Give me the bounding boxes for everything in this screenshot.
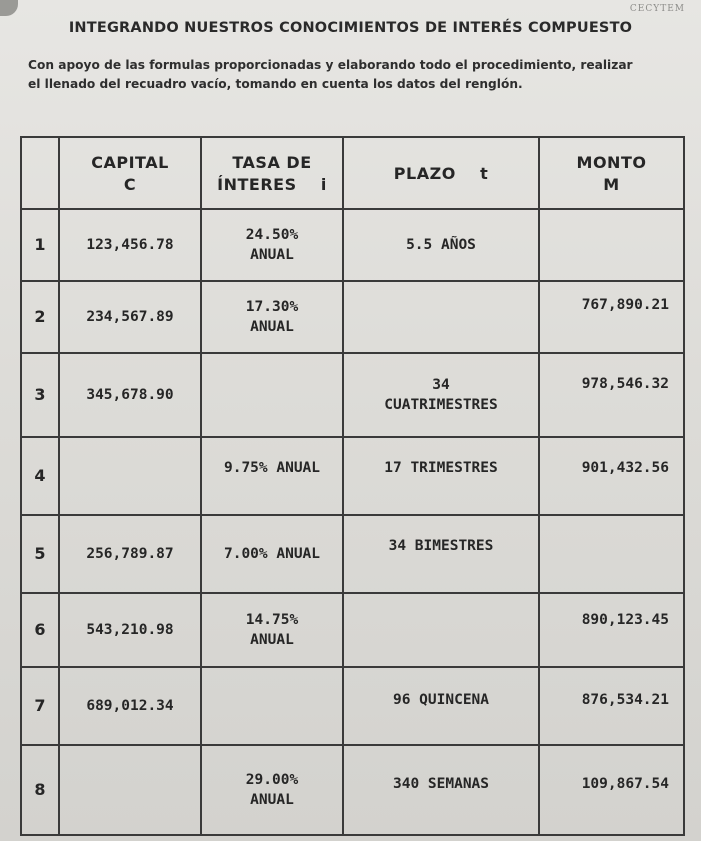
row-number: 5 bbox=[34, 544, 46, 563]
header-capital bbox=[60, 140, 200, 208]
header-tasa-label: TASA DE bbox=[232, 153, 312, 172]
table-line bbox=[20, 136, 685, 138]
punch-hole bbox=[0, 0, 18, 16]
instructions-line-2: el llenado del recuadro vacío, tomando en cuenta los datos del renglón. bbox=[28, 77, 523, 91]
tasa-cell bbox=[202, 354, 342, 436]
tasa-cell bbox=[202, 210, 342, 280]
tasa-cell: 7.00% ANUAL bbox=[223, 546, 321, 562]
monto-cell: 109,867.54 bbox=[581, 776, 669, 792]
table-line bbox=[683, 136, 685, 836]
header-monto bbox=[540, 140, 683, 208]
header-monto-symbol: M bbox=[603, 175, 620, 194]
tasa-value: 14.75% bbox=[245, 612, 299, 628]
tasa-period: ANUAL bbox=[250, 632, 294, 648]
plazo-unit: CUATRIMESTRES bbox=[384, 397, 498, 413]
monto-cell: 978,546.32 bbox=[581, 376, 669, 392]
plazo-cell bbox=[344, 210, 538, 280]
header-capital-symbol: C bbox=[123, 175, 137, 194]
page-title: INTEGRANDO NUESTROS CONOCIMIENTOS DE INTERÉS COMPUESTO bbox=[68, 20, 633, 36]
monto-cell: 767,890.21 bbox=[581, 297, 669, 313]
tasa-period: ANUAL bbox=[250, 319, 294, 335]
row-number: 3 bbox=[34, 385, 46, 404]
row-number: 1 bbox=[34, 235, 46, 254]
tasa-value: 29.00% bbox=[245, 772, 299, 788]
monto-cell bbox=[540, 210, 683, 280]
tasa-value: 24.50% bbox=[245, 227, 299, 243]
plazo-cell: 340 SEMANAS bbox=[392, 776, 490, 792]
monto-cell: 876,534.21 bbox=[581, 692, 669, 708]
header-plazo-label: PLAZO t bbox=[393, 164, 489, 183]
tasa-cell bbox=[202, 282, 342, 352]
capital-cell: 689,012.34 bbox=[86, 698, 174, 714]
row-number: 7 bbox=[34, 696, 46, 715]
plazo-cell bbox=[344, 354, 538, 436]
capital-cell: 123,456.78 bbox=[86, 237, 174, 253]
tasa-period: ANUAL bbox=[250, 792, 294, 808]
tasa-cell bbox=[202, 746, 342, 834]
capital-cell bbox=[60, 438, 200, 514]
capital-cell: 543,210.98 bbox=[86, 622, 174, 638]
row-number: 4 bbox=[34, 466, 46, 485]
tasa-cell: 9.75% ANUAL bbox=[223, 460, 321, 476]
plazo-cell bbox=[344, 282, 538, 352]
table-line bbox=[20, 834, 685, 836]
instructions bbox=[28, 56, 678, 94]
header-tasa bbox=[202, 140, 342, 208]
tasa-cell bbox=[202, 668, 342, 744]
tasa-value: 17.30% bbox=[245, 299, 299, 315]
plazo-value: 34 bbox=[432, 377, 450, 393]
instructions-line-1: Con apoyo de las formulas proporcionadas y elaborando todo el procedimiento, realizar bbox=[28, 58, 633, 72]
capital-cell: 256,789.87 bbox=[86, 546, 174, 562]
monto-cell bbox=[540, 516, 683, 592]
capital-cell bbox=[60, 746, 200, 834]
interest-table bbox=[20, 136, 685, 836]
header-plazo bbox=[344, 140, 538, 208]
plazo-cell: 34 BIMESTRES bbox=[388, 538, 494, 554]
tasa-period: ANUAL bbox=[250, 247, 294, 263]
plazo-cell bbox=[344, 594, 538, 666]
row-number: 8 bbox=[34, 780, 46, 799]
header-monto-label: MONTO bbox=[576, 153, 647, 172]
header-capital-label: CAPITAL bbox=[91, 153, 169, 172]
monto-cell: 890,123.45 bbox=[581, 612, 669, 628]
tasa-cell bbox=[202, 594, 342, 666]
monto-cell: 901,432.56 bbox=[581, 460, 669, 476]
plazo-value: 5.5 AÑOS bbox=[406, 237, 476, 253]
row-number: 6 bbox=[34, 620, 46, 639]
capital-cell: 345,678.90 bbox=[86, 387, 174, 403]
row-number: 2 bbox=[34, 307, 46, 326]
plazo-cell: 96 QUINCENA bbox=[392, 692, 490, 708]
plazo-cell: 17 TRIMESTRES bbox=[384, 460, 498, 476]
capital-cell: 234,567.89 bbox=[86, 309, 174, 325]
brand-mark: CECYTEM bbox=[629, 4, 685, 14]
header-tasa-symbol: ÍNTERES i bbox=[217, 175, 327, 194]
